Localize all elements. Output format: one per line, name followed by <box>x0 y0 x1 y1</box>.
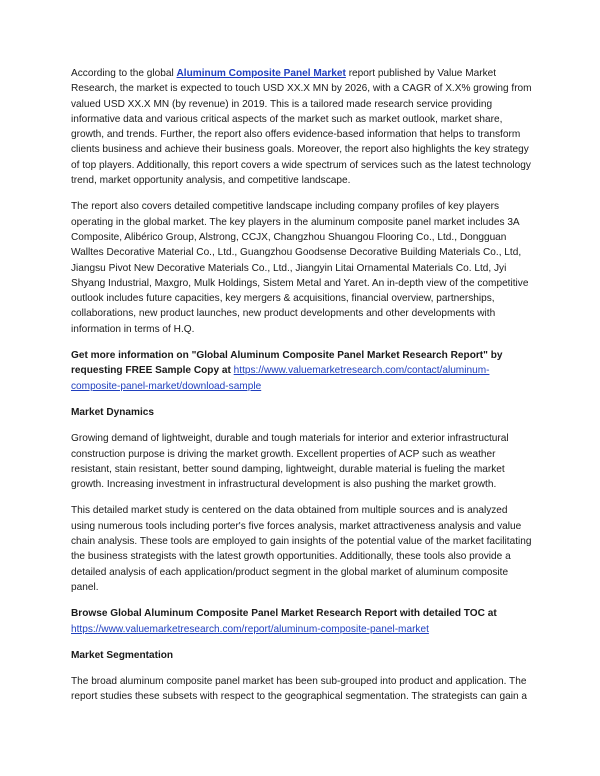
market-dynamics-paragraph-1: Growing demand of lightweight, durable and tough materials for interior and exterior infrastructural construction purpose is driving the market growth. Excellent properties of ACP such as weather resistant, stain resistant, better sound damping, lightweight, durable material is fueling the market growth. Increasing investment in infrastructural development is also pushing the market growth. <box>71 433 509 491</box>
toc-text: Browse Global Aluminum Composite Panel Market Research Report with detailed TOC at <box>71 608 497 620</box>
market-dynamics-paragraph-2: This detailed market study is centered on the data obtained from multiple sources and is analyzed using numerous tools including porter's five forces analysis, market attractiveness analysis and value chain analysis. These tools are employed to gain insights of the potential value of the market facilitating the business strategists with the latest growth opportunities. Additionally, these tools also provide a detailed analysis of each application/product segment in the global market of aluminum composite panel. <box>71 505 532 593</box>
intro-text-before: According to the global <box>71 68 177 79</box>
intro-text-after: report published by Value Market Research, the market is expected to touch USD XX.X MN by 2026, with a CAGR of X.X% growing from valued USD XX.X MN (by revenue) in 2019. This is a tailored made research service providing informative data and various critical aspects of the market such as market outlook, market share, growth, and trends. Further, the report also offers evidence-based information that helps to transform clients business and achieve their business goals. Moreover, the report also highlights the key strategy of top players. Additionally, this report covers a wide spectrum of services such as the latest technology trend, market opportunity analysis, and competitive landscape. <box>71 68 532 187</box>
intro-paragraph <box>71 66 533 188</box>
aluminum-composite-panel-market-link[interactable]: Aluminum Composite Panel Market <box>176 68 346 79</box>
market-segmentation-paragraph-1: The broad aluminum composite panel market has been sub-grouped into product and application. The report studies these subsets with respect to the geographical segmentation. The strategists can gain a <box>71 676 527 703</box>
sample-request-paragraph <box>71 348 533 394</box>
toc-paragraph <box>71 606 533 637</box>
sample-download-link[interactable]: https://www.valuemarketresearch.com/contact/aluminum-composite-panel-market/download-sample <box>71 365 490 392</box>
market-segmentation-heading: Market Segmentation <box>71 649 174 661</box>
market-dynamics-heading: Market Dynamics <box>71 406 155 418</box>
competitive-landscape-paragraph: The report also covers detailed competitive landscape including company profiles of key players operating in the global market. The key players in the aluminum composite panel market includes 3A Composite, Alibérico Group, Alstrong, CCJX, Changzhou Shuangou Flooring Co., Ltd., Dongguan Walltes Decorative Material Co., Ltd., Guangzhou Goodsense Decorative Building Materials Co., Ltd, Jiangsu Pivot New Decorative Materials Co., Ltd., Jiangyin Litai Ornamental Materials Co. Ltd, Jyi Shyang Industrial, Maxgro, Mulk Holdings, Sistem Metal and Yaret. An in-depth view of the competitive outlook includes future capacities, key mergers & acquisitions, financial overview, partnerships, collaborations, new product launches, new product developments and other developments with information in terms of H.Q. <box>71 201 529 335</box>
document-body <box>71 66 533 716</box>
sample-request-text: Get more information on "Global Aluminum Composite Panel Market Research Report" by requesting FREE Sample Copy at <box>71 350 503 377</box>
toc-report-link[interactable]: https://www.valuemarketresearch.com/report/aluminum-composite-panel-market <box>71 623 429 635</box>
